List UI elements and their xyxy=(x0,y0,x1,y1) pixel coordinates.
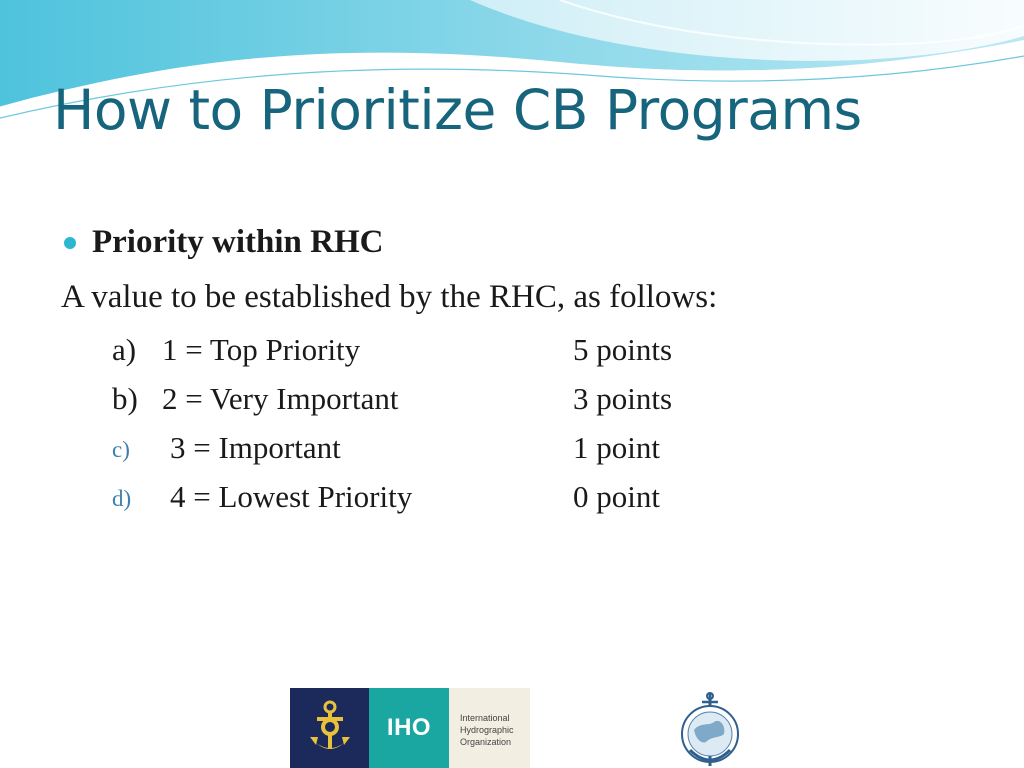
item-label: 4 = Lowest Priority xyxy=(170,479,413,514)
item-label: 3 = Important xyxy=(170,430,341,465)
iho-name-line: Hydrographic xyxy=(460,725,514,735)
priority-item-b xyxy=(0,381,1024,421)
item-marker: a) xyxy=(112,332,137,367)
item-label: 2 = Very Important xyxy=(162,381,399,416)
slide-title: How to Prioritize CB Programs xyxy=(53,78,862,142)
item-marker: d) xyxy=(112,486,132,511)
item-points: 0 point xyxy=(573,479,660,514)
bullet-heading: Priority within RHC xyxy=(92,224,384,260)
item-label: 1 = Top Priority xyxy=(162,332,361,367)
item-marker: c) xyxy=(112,437,130,462)
iho-full-name xyxy=(449,688,530,768)
item-points: 1 point xyxy=(573,430,660,465)
iho-logo xyxy=(290,688,530,768)
anchor-seal-icon xyxy=(676,692,744,768)
priority-item-c xyxy=(0,430,1024,470)
priority-item-d xyxy=(0,479,1024,519)
bullet-item xyxy=(64,224,383,261)
item-points: 3 points xyxy=(573,381,673,416)
iho-name-line: International xyxy=(460,713,510,723)
bullet-dot-icon xyxy=(64,237,76,249)
priority-item-a xyxy=(0,332,1024,372)
iho-abbreviation: IHO xyxy=(369,688,449,768)
anchor-crest-icon xyxy=(290,688,369,768)
item-points: 5 points xyxy=(573,332,673,367)
item-marker: b) xyxy=(112,381,138,416)
iho-name-line: Organization xyxy=(460,737,512,747)
intro-text: A value to be established by the RHC, as follows: xyxy=(61,279,718,315)
